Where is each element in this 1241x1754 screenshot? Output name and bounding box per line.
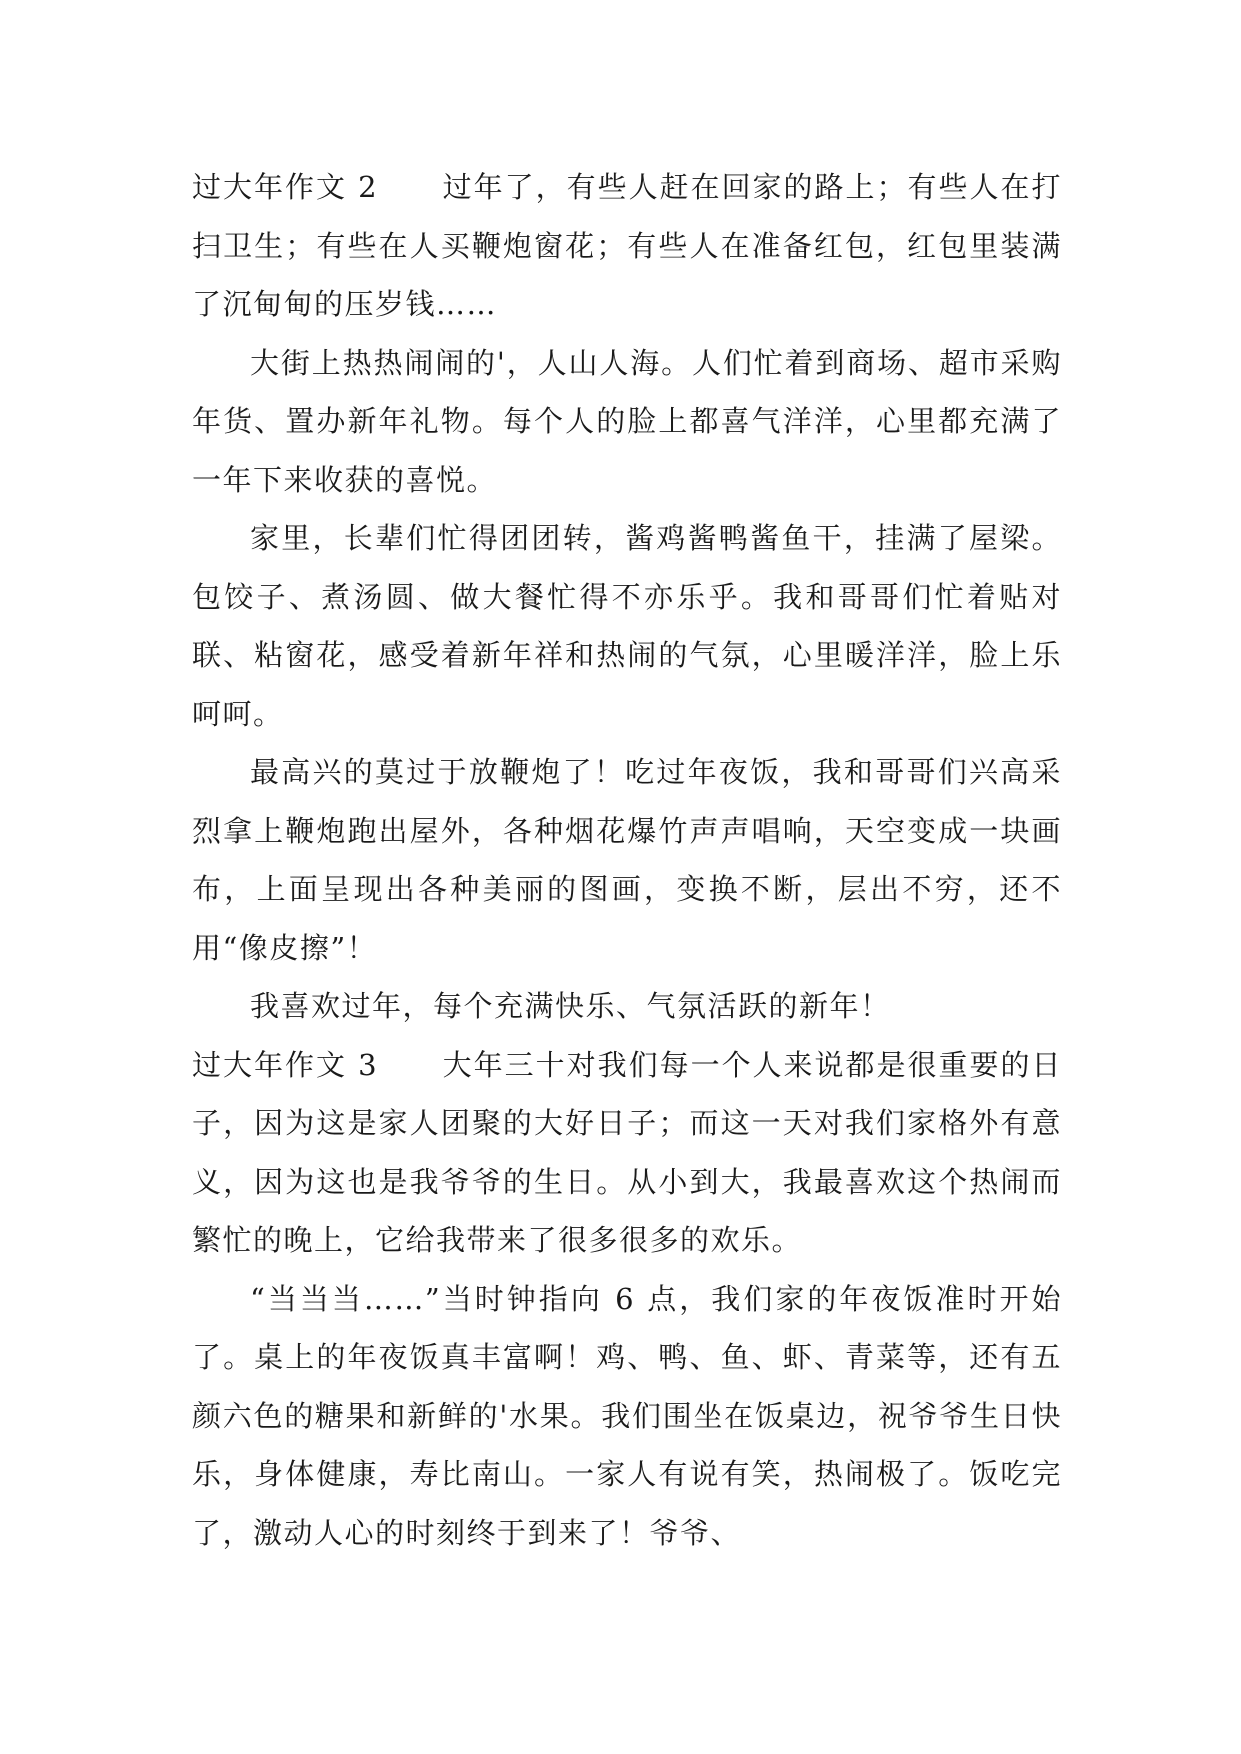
- document-body: [192, 158, 1062, 1562]
- essay-2-paragraph-2: 大街上热热闹闹的'，人山人海。人们忙着到商场、超市采购年货、置办新年礼物。每个人的脸上都喜气洋洋，心里都充满了一年下来收获的喜悦。: [192, 345, 1062, 497]
- essay-3-paragraph-1: 大年三十对我们每一个人来说都是很重要的日子，因为这是家人团聚的大好日子；而这一天对我们家格外有意义，因为这也是我爷爷的生日。从小到大，我最喜欢这个热闹而繁忙的晚上，它给我带来了很多很多的欢乐。: [192, 1047, 1062, 1257]
- essay-2-paragraph-1: 过年了，有些人赶在回家的路上；有些人在打扫卫生；有些在人买鞭炮窗花；有些人在准备红包，红包里装满了沉甸甸的压岁钱……: [192, 170, 1062, 321]
- essay-2-opening-paragraph: [192, 158, 1062, 334]
- essay-3-opening-paragraph: [192, 1036, 1062, 1270]
- essay-2-heading: 过大年作文 2: [192, 170, 379, 204]
- essay-2-paragraph-4: 最高兴的莫过于放鞭炮了！吃过年夜饭，我和哥哥们兴高采烈拿上鞭炮跑出屋外，各种烟花爆竹声声唱响，天空变成一块画布，上面呈现出各种美丽的图画，变换不断，层出不穷，还不用“像皮擦”！: [192, 755, 1062, 965]
- essay-3-paragraph-2: “当当当……”当时钟指向 6 点，我们家的年夜饭准时开始了。桌上的年夜饭真丰富啊！鸡、鸭、鱼、虾、青菜等，还有五颜六色的糖果和新鲜的'水果。我们围坐在饭桌边，祝爷爷生日快乐，身体健康，寿比南山。一家人有说有笑，热闹极了。饭吃完了，激动人心的时刻终于到来了！爷爷、: [192, 1281, 1062, 1550]
- essay-3-heading: 过大年作文 3: [192, 1047, 379, 1082]
- essay-2-paragraph-5: 我喜欢过年，每个充满快乐、气氛活跃的新年！: [250, 989, 891, 1023]
- essay-2-paragraph-3: 家里，长辈们忙得团团转，酱鸡酱鸭酱鱼干，挂满了屋梁。包饺子、煮汤圆、做大餐忙得不亦乐乎。我和哥哥们忙着贴对联、粘窗花，感受着新年祥和热闹的气氛，心里暖洋洋，脸上乐呵呵。: [192, 521, 1062, 731]
